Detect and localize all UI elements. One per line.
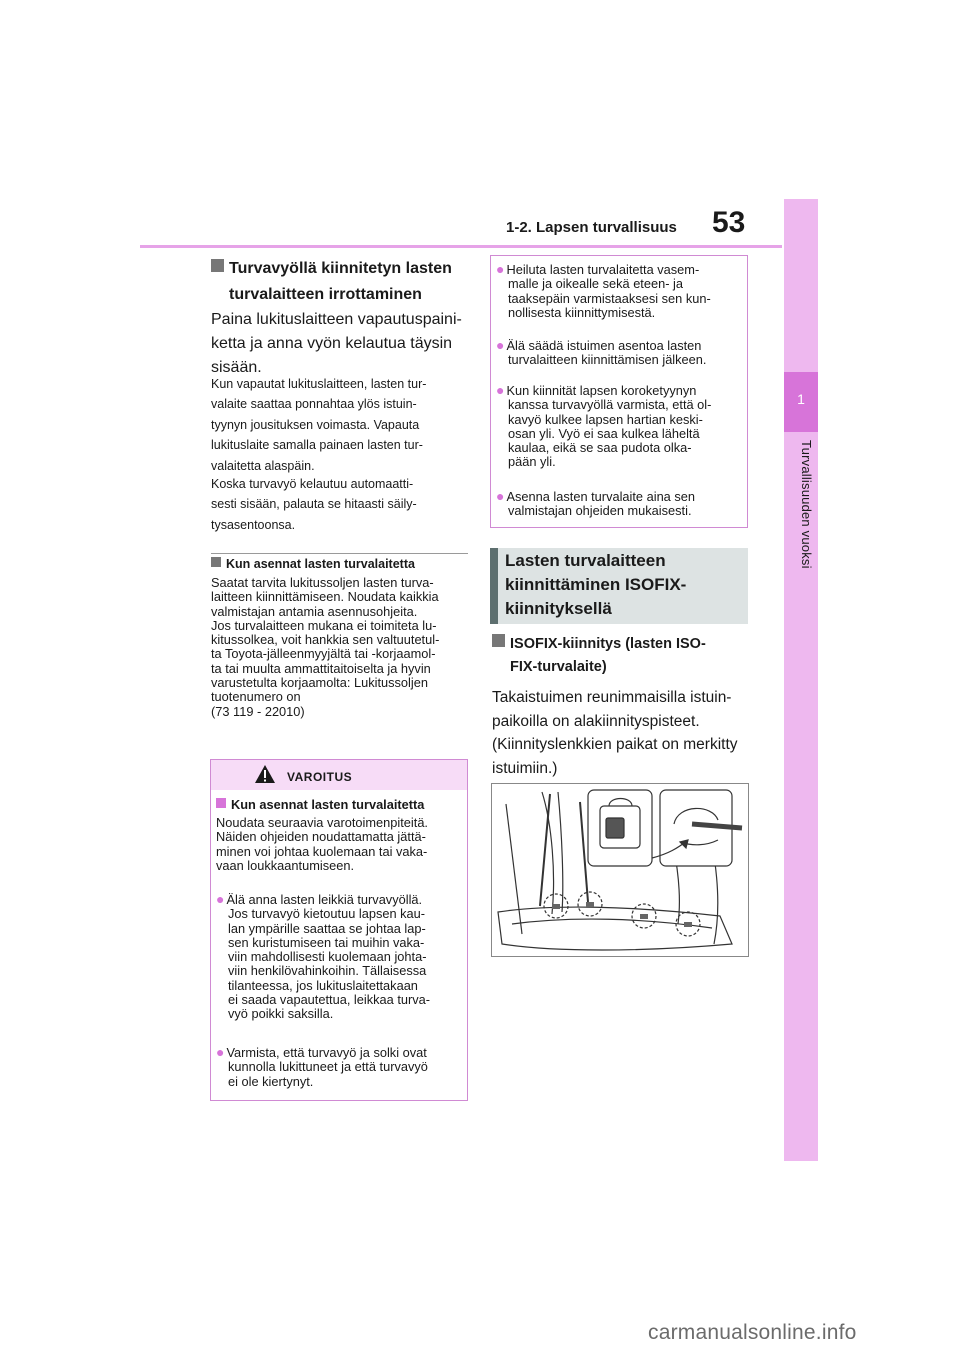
removing-heading [211,256,466,308]
subsection-rule [211,553,468,554]
isofix-anchor-illustration [491,783,749,957]
text-line: valmistajan antamia asennusohjeita. [211,603,418,619]
text-line: vaan loukkaantumiseen. [216,857,355,873]
chapter-side-tab [784,199,818,1161]
warning-bullet-2 [216,1045,464,1089]
text-line: Näiden ohjeiden noudattamatta jättä- [216,829,426,845]
section-heading [505,549,743,621]
square-bullet-icon [492,634,505,647]
text-line: kavyö kulkee lapsen hartian keski- [508,411,703,427]
text-line: kanssa turvavyöllä varmista, että ol- [508,397,712,413]
text-line: Asenna lasten turvalaite aina sen [506,489,695,504]
text-line: sesti sisään, palauta se hitaasti säily- [211,497,417,512]
bullet-dot-icon: ● [496,261,505,277]
header-rule [140,245,782,248]
text-line: ta tai muulta ammattitaitoiselta ja hyvin [211,660,431,676]
text-line: ei saada vapautettua, leikkaa turva- [228,992,431,1008]
chapter-label: Turvallisuuden vuoksi [799,440,814,569]
warning-subheading [216,797,424,812]
warning-triangle-icon [254,764,276,789]
text-line: Paina lukituslaitteen vapautuspaini- [211,311,462,328]
bullet-dot-icon: ● [496,488,505,504]
text-line: valaitetta alaspäin. [211,458,315,473]
text-line: taaksepäin varmistaaksesi sen kun- [508,290,711,306]
text-line: nollisesta kiinnittymisestä. [508,304,656,320]
installing-heading [211,557,415,571]
text-line: Lasten turvalaitteen [505,551,666,570]
text-line: kaulaa, eikä se saa pudota olka- [508,440,692,456]
text-line: lukituslaite samalla painaen lasten tur- [211,438,423,453]
warning-title: VAROITUS [287,770,353,784]
text-line: Älä anna lasten leikkiä turvavyöllä. [226,892,423,907]
release-paragraph [211,374,469,476]
text-line: osan yli. Vyö ei saa kulkea läheltä [508,425,700,441]
text-line: Kun kiinnität lapsen koroketyynyn [506,383,697,398]
text-line: tilanteessa, jos lukituslaitettakaan [228,977,418,993]
page-number: 53 [712,206,746,239]
precaution-bullet-4 [496,489,744,519]
warning-bullet-1 [216,892,464,1022]
text-line: ei ole kiertynyt. [228,1073,314,1089]
text-line: laitteen kiinnittämiseen. Noudata kaikkia [211,589,439,605]
bullet-dot-icon: ● [216,1044,225,1060]
text-line: varustetulta korjaamolta: Lukitussoljen [211,675,428,691]
watermark: carmanualsonline.info [648,1321,857,1344]
text-line: Noudata seuraavia varotoimenpiteitä. [216,815,428,830]
text-line: viin mahdollisesti kuolemaan johta- [228,949,427,965]
precaution-bullet-2 [496,338,744,368]
bullet-dot-icon: ● [216,891,225,907]
text-line: Älä säädä istuimen asentoa lasten [506,338,702,353]
square-bullet-icon [216,798,226,808]
bullet-dot-icon: ● [496,337,505,353]
text-line: minen voi johtaa kuolemaan tai vaka- [216,843,428,859]
text-line: Heiluta lasten turvalaitetta vasem- [506,262,700,277]
text-line: Kun vapautat lukituslaitteen, lasten tur- [211,377,427,391]
text-line: Koska turvavyö kelautuu automaatti- [211,477,414,491]
buckle-paragraph [211,576,469,719]
isofix-heading-line1: ISOFIX-kiinnitys (lasten ISO- [510,636,706,652]
text-line: kitussolkea, voit hankkia sen valtuutetul- [211,632,440,648]
rear-seat-isofix-icon [492,784,748,956]
text-line: valaite saattaa ponnahtaa ylös istuin- [211,397,417,412]
section-title: 1-2. Lapsen turvallisuus [506,219,677,236]
text-line: paikoilla on alakiinnityspisteet. [492,712,700,730]
press-paragraph [211,308,469,380]
precaution-bullet-3 [496,383,744,470]
text-line: vyö poikki saksilla. [228,1006,334,1022]
text-line: Jos turvavyö kietoutuu lapsen kau- [228,906,426,922]
text-line: malle ja oikealle sekä eteen- ja [508,276,683,292]
text-line: Saatat tarvita lukitussoljen lasten turva- [211,575,434,590]
text-line: valmistajan ohjeiden mukaisesti. [508,503,692,519]
removing-heading-line2: turvalaitteen irrottaminen [229,286,422,303]
text-line: kiinnittäminen ISOFIX- [505,575,687,594]
section-heading-bar [490,548,498,624]
text-line: tyynyn jousituksen voimasta. Vapauta [211,417,420,432]
text-line: kiinnityksellä [505,599,612,618]
retract-paragraph [211,474,469,535]
square-bullet-icon [211,557,221,567]
warning-subheading-text: Kun asennat lasten turvalaitetta [231,797,425,812]
text-line: viin henkilövahinkoihin. Tällaisessa [228,963,427,979]
text-line: pään yli. [508,454,556,470]
text-line: istuimiin.) [492,759,558,777]
text-line: turvalaitteen kiinnittämisen jälkeen. [508,352,707,368]
text-line: kunnolla lukittuneet ja että turvavyö [228,1059,428,1075]
square-bullet-icon [211,259,224,272]
isofix-heading [492,633,750,679]
warning-intro [216,816,464,873]
installing-heading-text: Kun asennat lasten turvalaitetta [226,557,415,571]
text-line: (Kiinnityslenkkien paikat on merkitty [492,736,738,753]
text-line: sisään. [211,359,262,376]
text-line: lan ympärille saattaa se johtaa lap- [228,920,426,936]
chapter-number: 1 [797,391,805,407]
bullet-dot-icon: ● [496,382,505,398]
precaution-bullet-1 [496,262,744,320]
text-line: Takaistuimen reunimmaisilla istuin- [492,689,732,706]
text-line: ketta ja anna vyön kelautua täysin [211,335,453,352]
text-line: ta Toyota-jälleenmyyjältä tai -korjaamol- [211,646,436,662]
text-line: sen kuristumiseen tai muihin vaka- [228,934,425,950]
text-line: tuotenumero on [211,689,301,705]
removing-heading-line1: Turvavyöllä kiinnitetyn lasten [229,260,452,277]
text-line: Varmista, että turvavyö ja solki ovat [226,1045,427,1060]
text-line: Jos turvalaitteen mukana ei toimiteta lu- [211,617,437,633]
isofix-paragraph [492,686,754,780]
text-line: tysasentoonsa. [211,517,296,532]
isofix-heading-line2: FIX-turvalaite) [510,659,607,675]
text-line: (73 119 - 22010) [211,703,305,719]
